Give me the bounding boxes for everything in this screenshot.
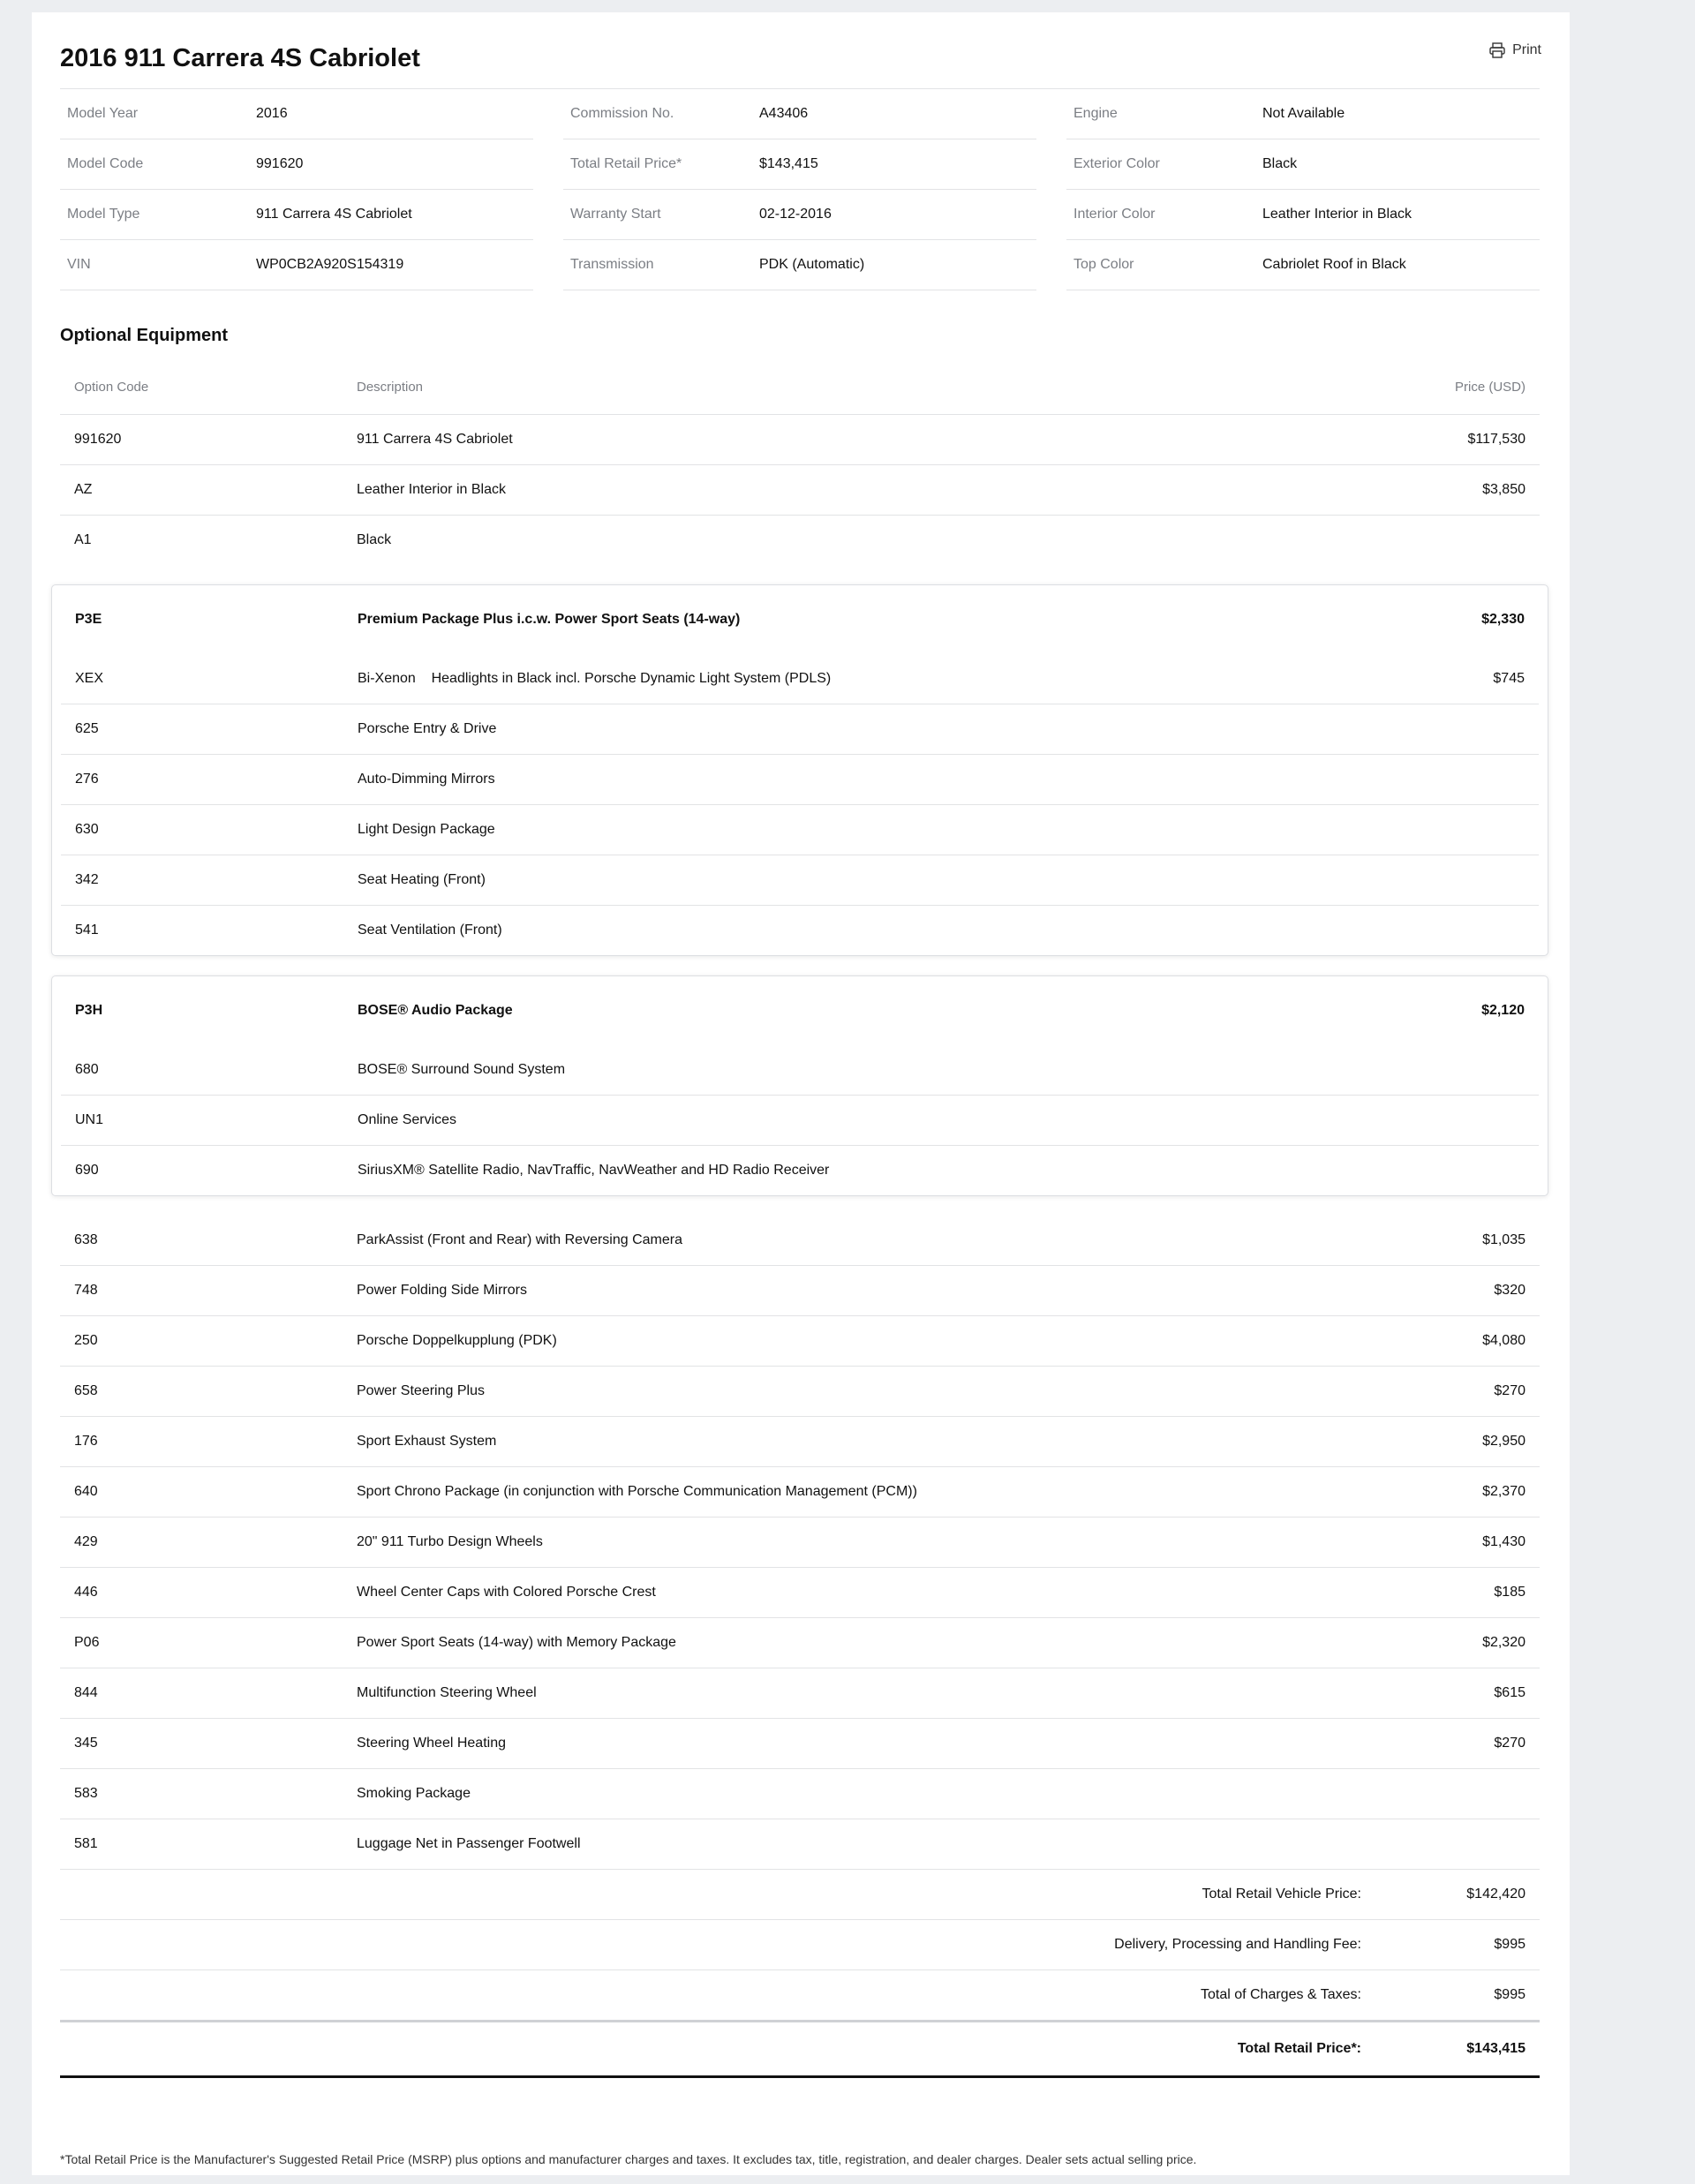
option-description: Porsche Doppelkupplung (PDK) [357,1333,557,1348]
option-price: $615 [1494,1685,1526,1700]
table-row [60,1266,1540,1316]
optional-equipment-table [60,359,1540,2078]
option-price: $4,080 [1482,1333,1526,1348]
spec-value: 911 Carrera 4S Cabriolet [256,207,412,222]
spec-column [563,89,1036,290]
spec-label: Model Type [67,207,140,222]
spec-value: 02-12-2016 [759,207,832,222]
option-code: 991620 [74,432,122,447]
option-description: Steering Wheel Heating [357,1736,506,1751]
option-description: Online Services [358,1112,457,1127]
option-description: BOSE® Surround Sound System [358,1062,566,1077]
spec-value: WP0CB2A920S154319 [256,257,404,272]
column-header-description: Description [357,379,424,395]
price-footnote: *Total Retail Price is the Manufacturer's Suggested Retail Price (MSRP) plus options and manufacturer charges and taxes. It excludes tax, title, registration, and dealer charges. Dealer sets actual selling price. [60,2152,1197,2166]
option-code: 345 [74,1736,98,1751]
spec-value: Leather Interior in Black [1262,207,1412,222]
spec-value: 2016 [256,106,288,121]
table-row [60,1819,1540,1870]
table-row [61,906,1539,955]
spacer [60,956,1540,975]
table-row [60,1618,1540,1668]
delivery-fee-row [60,1920,1540,1970]
charges-taxes-value: $995 [1494,1987,1526,2002]
option-description: ParkAssist (Front and Rear) with Reversing Camera [357,1232,683,1247]
table-row [60,1518,1540,1568]
table-row [60,1417,1540,1467]
option-price: $270 [1494,1383,1526,1398]
spec-label: VIN [67,257,91,272]
option-code: 342 [75,872,99,887]
option-description: Luggage Net in Passenger Footwell [357,1836,581,1851]
spec-row [563,89,1036,139]
package-header [61,585,1539,654]
spec-value: $143,415 [759,156,818,171]
spec-label: Model Code [67,156,144,171]
package-bose-audio [51,975,1548,1196]
option-description: Light Design Package [358,822,495,837]
spec-column [1066,89,1540,290]
table-row [60,1668,1540,1719]
option-price: $117,530 [1467,432,1526,447]
optional-equipment-heading: Optional Equipment [60,326,228,345]
spec-row [60,190,533,240]
total-vehicle-value: $142,420 [1466,1887,1526,1902]
spec-row [1066,190,1540,240]
table-row [61,1045,1539,1096]
option-code: 276 [75,772,99,787]
table-row [60,465,1540,516]
option-description: Seat Ventilation (Front) [358,923,502,938]
grand-total-label: Total Retail Price*: [1237,2041,1361,2056]
spec-row [60,139,533,190]
option-description: Power Steering Plus [357,1383,485,1398]
package-price: $2,120 [1481,1003,1525,1018]
table-row [61,805,1539,855]
table-row [61,1146,1539,1195]
spec-label: Total Retail Price* [570,156,682,171]
option-price: $1,035 [1482,1232,1526,1247]
option-description: 20" 911 Turbo Design Wheels [357,1534,543,1549]
option-description: Smoking Package [357,1786,471,1801]
option-code: 176 [74,1434,98,1449]
spec-label: Transmission [570,257,654,272]
option-description: Auto-Dimming Mirrors [358,772,495,787]
package-price: $2,330 [1481,612,1525,627]
grand-total-value: $143,415 [1466,2041,1526,2056]
option-price: $1,430 [1482,1534,1526,1549]
option-description: Sport Chrono Package (in conjunction with Porsche Communication Management (PCM)) [357,1484,917,1499]
spec-row [60,89,533,139]
option-description: Wheel Center Caps with Colored Porsche Crest [357,1585,656,1600]
package-code: P3E [75,612,102,627]
option-code: 541 [75,923,99,938]
option-price: $3,850 [1482,482,1526,497]
spec-label: Model Year [67,106,139,121]
spec-value: A43406 [759,106,809,121]
option-code: 658 [74,1383,98,1398]
option-code: 630 [75,822,99,837]
spec-row [563,190,1036,240]
option-code: AZ [74,482,93,497]
grand-total-row [60,2022,1540,2078]
spec-column [60,89,533,290]
column-header-code: Option Code [74,379,149,395]
delivery-fee-value: $995 [1494,1937,1526,1952]
spec-label: Exterior Color [1074,156,1160,171]
option-code: 748 [74,1283,98,1298]
spec-value: Black [1262,156,1298,171]
option-price: $2,320 [1482,1635,1526,1650]
option-code: 429 [74,1534,98,1549]
page-title: 2016 911 Carrera 4S Cabriolet [60,44,420,72]
option-description: Porsche Entry & Drive [358,721,497,736]
package-description: Premium Package Plus i.c.w. Power Sport Seats (14-way) [358,612,741,627]
printer-icon [1488,41,1506,59]
package-description: BOSE® Audio Package [358,1003,513,1018]
spec-row [1066,240,1540,290]
option-price: $270 [1494,1736,1526,1751]
option-code: 250 [74,1333,98,1348]
spec-label: Warranty Start [570,207,661,222]
table-header [60,359,1540,415]
column-header-price: Price (USD) [1454,379,1526,395]
print-button[interactable] [1488,41,1541,59]
table-row [60,1367,1540,1417]
spec-row [563,240,1036,290]
total-vehicle-label: Total Retail Vehicle Price: [1202,1887,1361,1902]
table-row [61,755,1539,805]
table-row [60,1216,1540,1266]
table-row [60,415,1540,465]
option-code: A1 [74,532,92,547]
table-row [60,1467,1540,1518]
option-description: Power Sport Seats (14-way) with Memory Package [357,1635,676,1650]
table-row [61,704,1539,755]
totals-summary [60,1870,1540,2078]
option-code: P06 [74,1635,100,1650]
option-description: Bi-Xenon Headlights in Black incl. Porsche Dynamic Light System (PDLS) [358,671,832,686]
spec-row [1066,89,1540,139]
option-description: Black [357,532,392,547]
option-code: 680 [75,1062,99,1077]
spec-value: 991620 [256,156,304,171]
option-code: 844 [74,1685,98,1700]
option-description: Leather Interior in Black [357,482,506,497]
option-price: $745 [1493,671,1525,686]
option-code: 638 [74,1232,98,1247]
package-code: P3H [75,1003,103,1018]
window-sticker-card [32,12,1570,2175]
charges-taxes-label: Total of Charges & Taxes: [1200,1987,1361,2002]
charges-taxes-row [60,1970,1540,2022]
spec-value: PDK (Automatic) [759,257,865,272]
option-description: Power Folding Side Mirrors [357,1283,527,1298]
spacer [60,1196,1540,1216]
package-header [61,976,1539,1045]
option-description: Multifunction Steering Wheel [357,1685,537,1700]
total-vehicle-row [60,1870,1540,1920]
spec-row [60,240,533,290]
spec-label: Interior Color [1074,207,1156,222]
option-description: Seat Heating (Front) [358,872,486,887]
option-code: 625 [75,721,99,736]
option-code: XEX [75,671,104,686]
spec-row [563,139,1036,190]
table-row [61,654,1539,704]
table-row [61,1096,1539,1146]
option-code: 446 [74,1585,98,1600]
table-row [60,516,1540,565]
option-description: SiriusXM® Satellite Radio, NavTraffic, NavWeather and HD Radio Receiver [358,1163,830,1178]
spec-label: Engine [1074,106,1118,121]
table-row [60,1568,1540,1618]
option-code: UN1 [75,1112,104,1127]
option-price: $320 [1494,1283,1526,1298]
spec-row [1066,139,1540,190]
vehicle-specs [60,88,1540,290]
spec-value: Cabriolet Roof in Black [1262,257,1406,272]
spec-label: Commission No. [570,106,674,121]
option-code: 690 [75,1163,99,1178]
option-price: $185 [1494,1585,1526,1600]
table-row [60,1769,1540,1819]
option-description: Sport Exhaust System [357,1434,497,1449]
option-description: 911 Carrera 4S Cabriolet [357,432,513,447]
print-label: Print [1512,42,1541,57]
package-premium-plus [51,584,1548,956]
option-code: 583 [74,1786,98,1801]
table-row [61,855,1539,906]
option-price: $2,950 [1482,1434,1526,1449]
spacer [60,565,1540,584]
spec-value: Not Available [1262,106,1345,121]
option-code: 640 [74,1484,98,1499]
option-price: $2,370 [1482,1484,1526,1499]
option-code: 581 [74,1836,98,1851]
table-row [60,1719,1540,1769]
spec-label: Top Color [1074,257,1134,272]
delivery-fee-label: Delivery, Processing and Handling Fee: [1114,1937,1361,1952]
table-row [60,1316,1540,1367]
